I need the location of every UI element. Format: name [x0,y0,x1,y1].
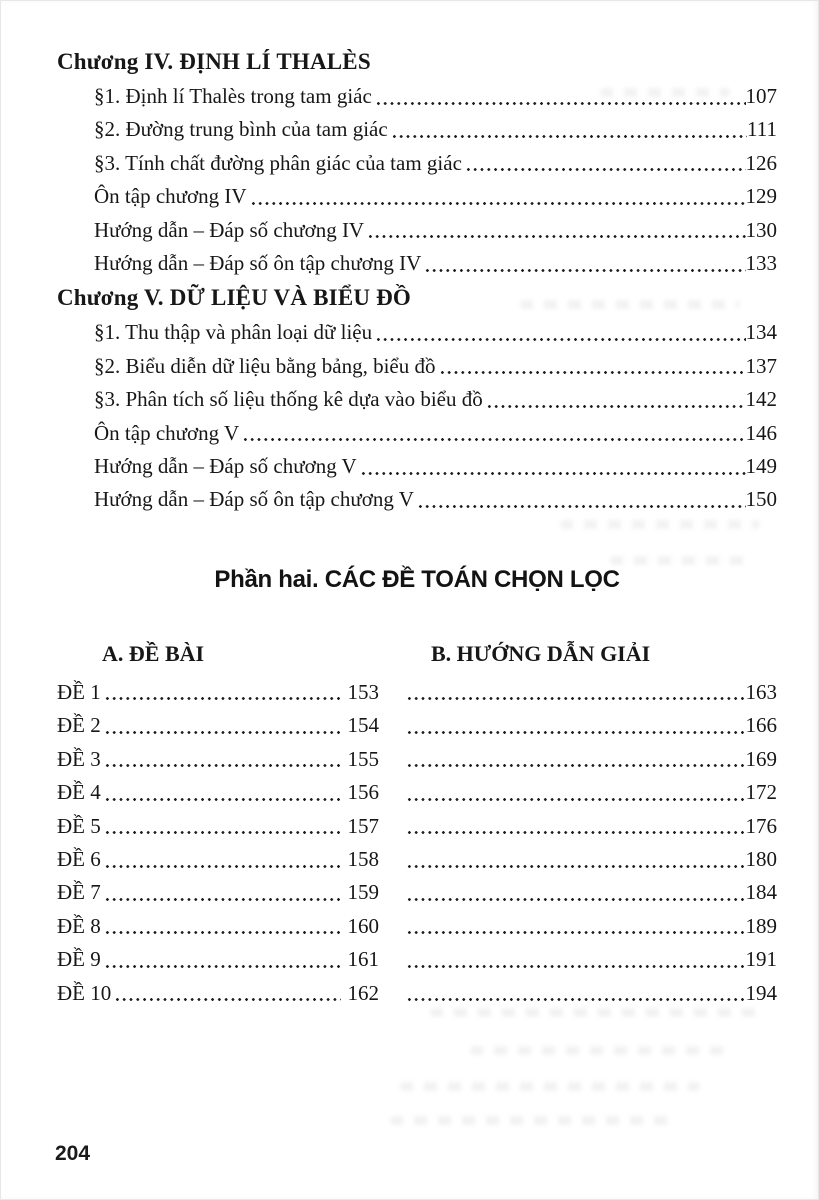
dot-leader [406,910,746,943]
exam-cell [57,910,379,943]
column-a-header: A. ĐỀ BÀI [102,640,205,666]
dot-leader [406,776,746,809]
solution-cell [403,977,777,1010]
exam-cell [57,977,379,1010]
solution-cell [403,876,777,909]
exam-cell [57,676,379,709]
exam-page-a: 153 [347,679,379,704]
toc-entry [94,450,777,483]
toc-entry [94,350,777,383]
exam-page-b: 189 [745,913,777,938]
column-gap [379,876,403,909]
exam-page-b: 191 [745,947,777,972]
toc-entry-page: 111 [747,117,777,142]
dot-leader [104,743,341,776]
dot-leader [391,113,747,146]
dot-leader [465,147,746,180]
dot-leader [104,709,341,742]
exam-label: ĐỀ 5 [57,813,101,838]
toc-entry [94,316,777,349]
solution-cell [403,843,777,876]
solution-cell [403,943,777,976]
toc-entry [94,113,777,146]
dot-leader [114,977,340,1010]
exam-page-a: 157 [347,813,379,838]
exam-label: ĐỀ 6 [57,846,101,871]
exam-cell [57,876,379,909]
column-gap [379,910,403,943]
dot-leader [486,383,746,416]
exam-page-b: 163 [745,679,777,704]
dot-leader [406,843,746,876]
solution-cell [403,910,777,943]
column-gap [379,943,403,976]
dot-leader [360,450,746,483]
dot-leader [104,910,341,943]
page-number: 204 [55,1142,91,1165]
exam-label: ĐỀ 7 [57,880,101,905]
toc-entry-page: 146 [745,420,777,445]
exam-page-a: 156 [347,780,379,805]
exam-columns-header [57,639,777,669]
solution-cell [403,709,777,742]
dot-leader [406,810,746,843]
exam-cell [57,810,379,843]
solution-cell [403,810,777,843]
toc-entry-label: §1. Thu thập và phân loại dữ liệu [94,320,373,345]
dot-leader [242,417,745,450]
toc-entry-page: 129 [745,184,777,209]
dot-leader [375,80,746,113]
table-row [57,843,777,876]
dot-leader [439,350,746,383]
exam-page-b: 166 [745,713,777,738]
toc-entry-page: 149 [745,454,777,479]
toc-entry [94,383,777,416]
solution-cell [403,776,777,809]
solution-cell [403,676,777,709]
toc-entry [94,247,777,280]
toc-entry-label: §2. Biểu diễn dữ liệu bằng bảng, biểu đồ [94,353,436,378]
dot-leader [104,843,341,876]
bleed-through-artifact [400,1082,700,1091]
exam-page-b: 180 [745,846,777,871]
toc-entry-page: 137 [745,353,777,378]
exam-label: ĐỀ 1 [57,679,101,704]
table-row [57,709,777,742]
toc-entry [94,214,777,247]
toc-entry-label: Hướng dẫn – Đáp số ôn tập chương V [94,487,414,512]
toc-entry-label: §2. Đường trung bình của tam giác [94,117,388,142]
toc-entries-chapter-5 [94,316,777,516]
toc-entry-page: 107 [745,84,777,108]
exam-label: ĐỀ 10 [57,980,112,1005]
toc-entry-label: §1. Định lí Thalès trong tam giác [94,84,372,108]
exam-cell [57,843,379,876]
column-gap [379,843,403,876]
exam-page-a: 161 [347,947,379,972]
dot-leader [367,214,745,247]
column-gap [379,743,403,776]
toc-entry-page: 150 [745,487,777,512]
column-b-header: B. HƯỚNG DẪN GIẢI [431,640,651,666]
table-row [57,810,777,843]
toc-entry-page: 133 [745,251,777,276]
exam-cell [57,776,379,809]
toc-entry-label: Ôn tập chương IV [94,184,247,209]
column-gap [379,977,403,1010]
column-gap [379,676,403,709]
exam-cell [57,943,379,976]
bleed-through-artifact [390,1116,670,1125]
toc-entry-page: 126 [745,150,777,175]
chapter-title: Chương V. DỮ LIỆU VÀ BIỂU ĐỒ [57,285,412,311]
dot-leader [406,676,746,709]
dot-leader [104,676,341,709]
exam-page-b: 172 [745,780,777,805]
column-gap [379,810,403,843]
dot-leader [406,943,746,976]
toc-entry-label: Hướng dẫn – Đáp số ôn tập chương IV [94,251,422,276]
column-gap [379,776,403,809]
exam-label: ĐỀ 2 [57,713,101,738]
dot-leader [406,743,746,776]
exam-page-a: 155 [347,746,379,771]
toc-entry-label: Hướng dẫn – Đáp số chương IV [94,217,365,242]
exam-page-a: 158 [347,846,379,871]
dot-leader [104,810,341,843]
toc-entry [94,80,777,113]
table-row [57,943,777,976]
exam-page-a: 162 [347,980,379,1005]
dot-leader [104,776,341,809]
page-content [57,44,777,1010]
dot-leader [375,316,745,349]
dot-leader [406,876,746,909]
exam-label: ĐỀ 4 [57,780,101,805]
exam-label: ĐỀ 3 [57,746,101,771]
dot-leader [104,943,341,976]
exam-page-a: 159 [347,880,379,905]
toc-entry [94,417,777,450]
table-row [57,776,777,809]
exam-page-b: 194 [745,980,777,1005]
exam-cell [57,709,379,742]
toc-entry [94,483,777,516]
exam-page-a: 160 [347,913,379,938]
exam-page-a: 154 [347,713,379,738]
bleed-through-artifact [470,1046,730,1055]
table-row [57,910,777,943]
toc-entry-page: 134 [745,320,777,345]
exam-page-b: 169 [745,746,777,771]
toc-entry [94,147,777,180]
solution-cell [403,743,777,776]
dot-leader [250,180,746,213]
exam-index-table [57,676,777,1010]
table-row [57,977,777,1010]
exam-cell [57,743,379,776]
table-row [57,876,777,909]
part-two-title: Phần hai. CÁC ĐỀ TOÁN CHỌN LỌC [214,565,620,593]
toc-entry [94,180,777,213]
toc-entry-label: Ôn tập chương V [94,420,240,445]
dot-leader [104,876,341,909]
toc-entry-label: §3. Phân tích số liệu thống kê dựa vào biểu đồ [94,387,483,412]
dot-leader [417,483,746,516]
dot-leader [406,977,746,1010]
dot-leader [406,709,746,742]
toc-entry-label: §3. Tính chất đường phân giác của tam giác [94,150,462,175]
toc-entry-page: 142 [745,387,777,412]
toc-entry-page: 130 [745,217,777,242]
toc-entry-label: Hướng dẫn – Đáp số chương V [94,454,357,479]
exam-page-b: 176 [745,813,777,838]
exam-label: ĐỀ 8 [57,913,101,938]
exam-page-b: 184 [745,880,777,905]
column-gap [379,709,403,742]
toc-entries-chapter-4 [94,80,777,280]
table-row [57,676,777,709]
chapter-title: Chương IV. ĐỊNH LÍ THALÈS [57,49,371,74]
dot-leader [424,247,745,280]
table-row [57,743,777,776]
exam-label: ĐỀ 9 [57,947,101,972]
